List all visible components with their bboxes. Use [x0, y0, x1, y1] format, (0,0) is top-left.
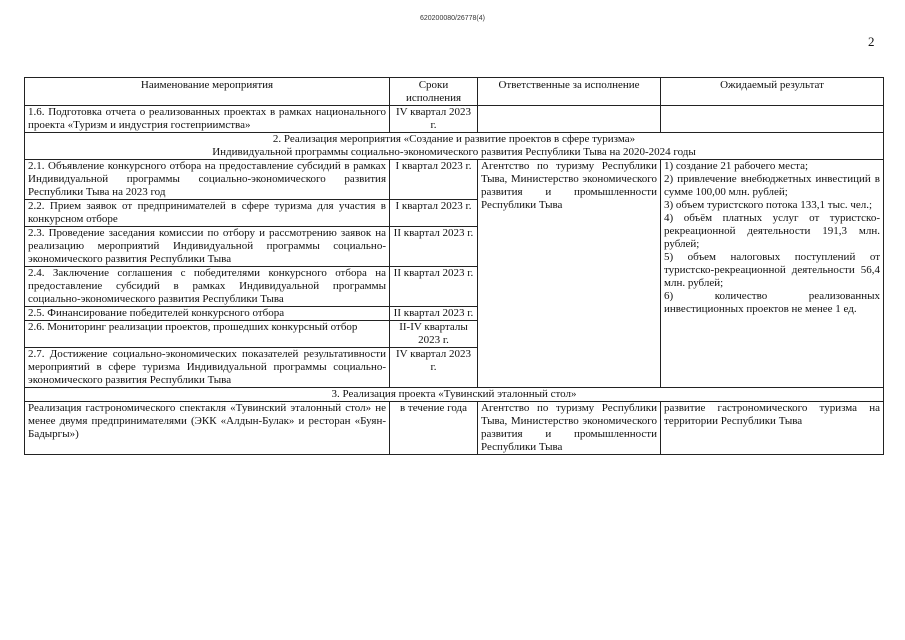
result-item: 3) объем туристского потока 133,1 тыс. чел.; — [664, 199, 873, 211]
row-3-responsible: Агентство по туризму Республики Тыва, Министерство экономического развития и промышленности Республики Тыва — [478, 402, 661, 455]
row-2-2-term: I квартал 2023 г. — [390, 200, 478, 227]
section-2-header — [25, 133, 884, 160]
section-3-header — [25, 388, 884, 402]
header-responsible: Ответственные за исполнение — [478, 78, 661, 106]
header-name: Наименование мероприятия — [25, 78, 390, 106]
table-row — [25, 402, 884, 455]
row-2-4-name: 2.4. Заключение соглашения с победителями конкурсного отбора на предоставление субсидий в рамках Индивидуальной программы социально-экономического развития Республики Тыва — [25, 267, 390, 307]
row-2-3-term: II квартал 2023 г. — [390, 227, 478, 267]
page-number: 2 — [868, 34, 875, 49]
row-2-6-name: 2.6. Мониторинг реализации проектов, прошедших конкурсный отбор — [25, 321, 390, 348]
row-2-2-name: 2.2. Прием заявок от предпринимателей в сфере туризма для участия в конкурсном отборе — [25, 200, 390, 227]
row-2-5-term: II квартал 2023 г. — [390, 307, 478, 321]
row-2-4-term: II квартал 2023 г. — [390, 267, 478, 307]
section-2-responsible: Агентство по туризму Республики Тыва, Министерство экономического развития и промышленности Республики Тыва — [478, 160, 661, 388]
row-3-name: Реализация гастрономического спектакля «Тувинский эталонный стол» не менее двумя предпринимателями (ЭКК «Алдын-Булак» и ресторан «Буян-Бадыргы») — [25, 402, 390, 455]
section-3-title: 3. Реализация проекта «Тувинский эталонный стол» — [25, 388, 884, 402]
row-2-7-name: 2.7. Достижение социально-экономических показателей результативности мероприятий в сфере туризма Индивидуальной программы социально-экономического развития Республики Тыва — [25, 348, 390, 388]
row-1-6-result — [661, 106, 884, 133]
table-row — [25, 160, 884, 200]
result-item: 2) привлечение внебюджетных инвестиций в сумме 100,00 млн. рублей; — [664, 173, 880, 198]
table-row — [25, 106, 884, 133]
result-item: 5) объем налоговых поступлений от туристско-рекреационной деятельности 56,4 млн. рублей; — [664, 251, 880, 289]
row-1-6-name: 1.6. Подготовка отчета о реализованных проектах в рамках национального проекта «Туризм и индустрия гостеприимства» — [25, 106, 390, 133]
header-result: Ожидаемый результат — [661, 78, 884, 106]
header-row — [25, 78, 884, 106]
section-2-line1: 2. Реализация мероприятия «Создание и развитие проектов в сфере туризма» — [272, 133, 636, 145]
row-3-result: развитие гастрономического туризма на территории Республики Тыва — [661, 402, 884, 455]
row-1-6-term: IV квартал 2023 г. — [390, 106, 478, 133]
result-item: 6) количество реализованных инвестиционных проектов не менее 1 ед. — [664, 290, 880, 315]
row-2-1-term: I квартал 2023 г. — [390, 160, 478, 200]
section-2-line2: Индивидуальной программы социально-экономического развития Республики Тыва на 2020-2024 годы — [212, 146, 696, 158]
section-2-results — [661, 160, 884, 388]
result-item: 4) объём платных услуг от туристско-рекреационной деятельности 191,3 млн. рублей; — [664, 212, 880, 250]
row-2-3-name: 2.3. Проведение заседания комиссии по отбору и рассмотрению заявок на реализацию мероприятий Индивидуальной программы социально-экономического развития Республики Тыва — [25, 227, 390, 267]
row-2-5-name: 2.5. Финансирование победителей конкурсного отбора — [25, 307, 390, 321]
activities-table — [24, 77, 884, 455]
row-3-term: в течение года — [390, 402, 478, 455]
result-item: 1) создание 21 рабочего места; — [664, 160, 809, 172]
row-1-6-responsible — [478, 106, 661, 133]
row-2-7-term: IV квартал 2023 г. — [390, 348, 478, 388]
header-terms: Сроки исполнения — [390, 78, 478, 106]
row-2-1-name: 2.1. Объявление конкурсного отбора на предоставление субсидий в рамках Индивидуальной программы социально-экономического развития Республики Тыва на 2023 год — [25, 160, 390, 200]
document-code: 620200080/26778(4) — [419, 15, 485, 22]
section-2-title — [25, 133, 884, 160]
row-2-6-term: II-IV кварталы 2023 г. — [390, 321, 478, 348]
